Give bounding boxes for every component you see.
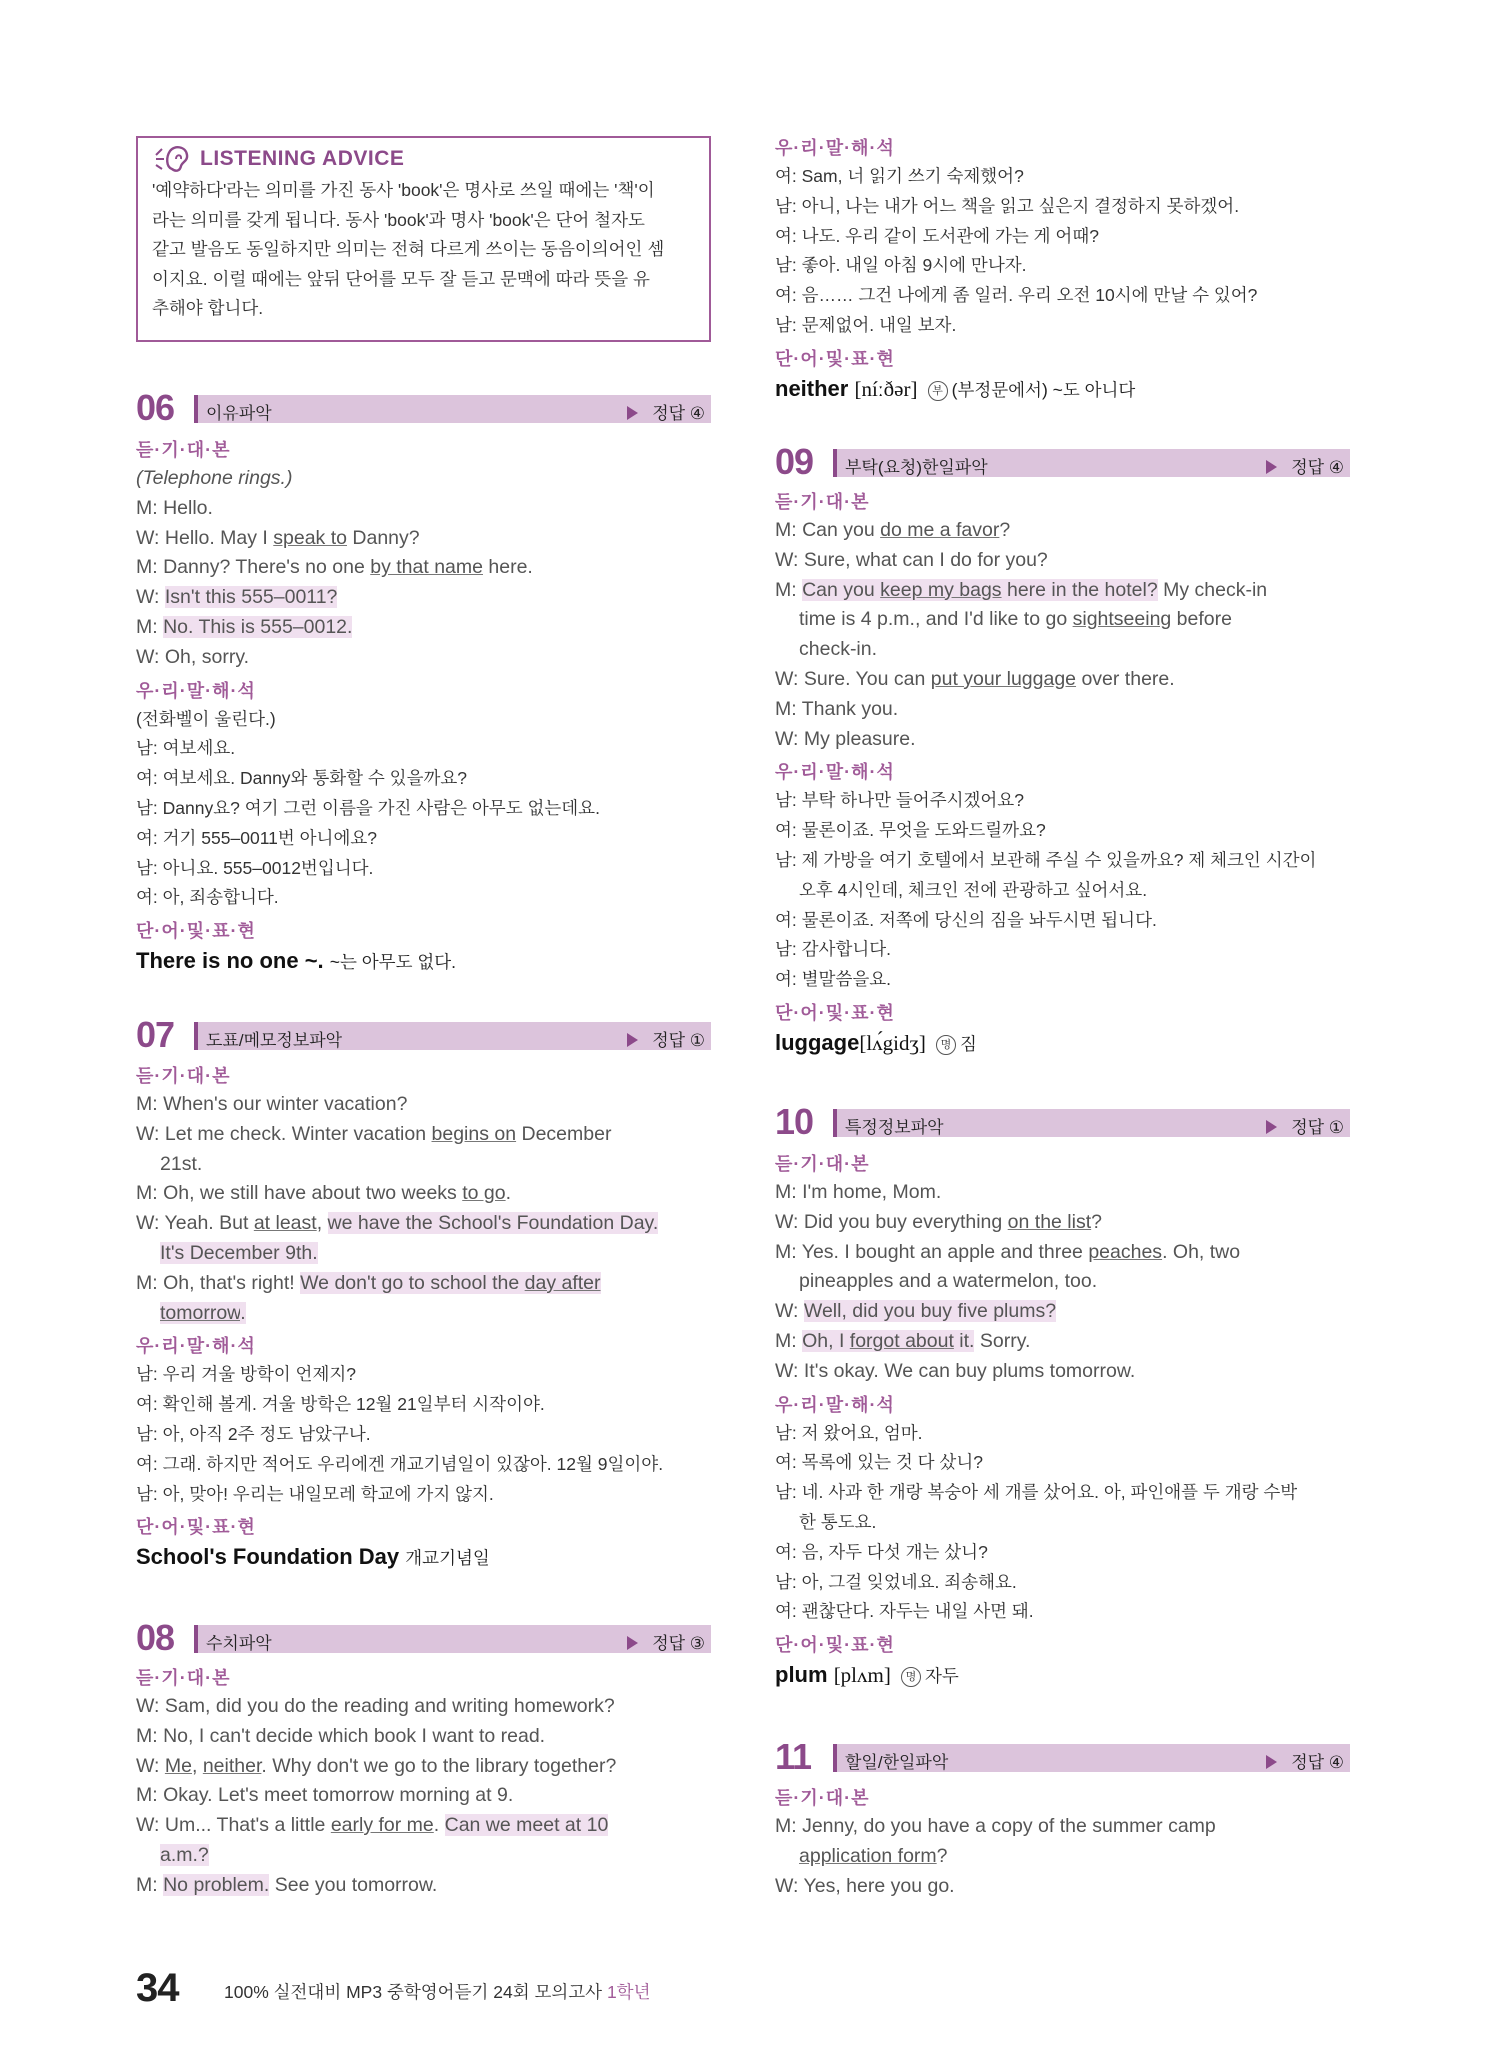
section-bar <box>833 1109 1350 1137</box>
section-header-11 <box>775 1737 1350 1777</box>
highlighted-text: here in the hotel? <box>1001 578 1158 601</box>
script-lines <box>775 1178 1350 1387</box>
vocab-word: plum <box>775 1662 828 1688</box>
translation-line: 여: 여보세요. Danny와 통화할 수 있을까요? <box>136 768 468 789</box>
script-line <box>136 1752 711 1782</box>
translation-line: 남: 아니요. 555–0012번입니다. <box>136 857 374 878</box>
play-arrow-icon <box>627 1636 638 1650</box>
text: W: <box>136 586 165 609</box>
vocab-entry <box>136 1541 711 1574</box>
script-line <box>136 1269 711 1299</box>
text: W: Did you buy everything <box>775 1210 1008 1233</box>
text: M: <box>775 1329 803 1352</box>
vocab-meaning: 짐 <box>959 1033 977 1054</box>
section-answer <box>627 1026 705 1051</box>
grade-label: 1학년 <box>606 1982 651 2002</box>
script-line <box>136 524 711 554</box>
ear-icon <box>152 143 196 175</box>
translation-line: 남: 아, 맞아! 우리는 내일모레 학교에 가지 않지. <box>136 1483 494 1504</box>
answer-text: 정답 ① <box>1291 1118 1344 1137</box>
answer-text: 정답 ③ <box>652 1634 705 1653</box>
script-line: M: When's our winter vacation? <box>136 1093 408 1115</box>
answer-text: 정답 ④ <box>1291 1753 1344 1772</box>
answer-text: 정답 ④ <box>1291 458 1344 477</box>
script-line <box>775 1297 1350 1327</box>
script-line <box>136 1841 711 1871</box>
text: W: <box>136 1754 165 1777</box>
translation-line: 남: 아니, 나는 내가 어느 책을 읽고 싶은지 결정하지 못하겠어. <box>775 195 1240 216</box>
script-line: M: Jenny, do you have a copy of the summer camp <box>775 1815 1216 1837</box>
translation-line: (전화벨이 울린다.) <box>136 708 276 729</box>
translation-line: 여: 거기 555–0011번 아니에요? <box>136 827 377 848</box>
script-line: W: Sure, what can I do for you? <box>775 548 1048 571</box>
section-answer <box>1266 453 1344 478</box>
highlighted-text: No. This is 555–0012. <box>163 615 353 638</box>
vocab-label: 단·어·및·표·현 <box>775 1635 895 1656</box>
script-line <box>136 583 711 613</box>
section-08-continued <box>775 134 1350 406</box>
vocab-label: 단·어·및·표·현 <box>136 1517 256 1538</box>
text: W: <box>775 1300 804 1323</box>
script-line: pineapples and a watermelon, too. <box>799 1270 1098 1293</box>
script-line: W: Yes, here you go. <box>775 1874 955 1897</box>
text: W: Let me check. Winter vacation <box>136 1122 432 1145</box>
section-header-08 <box>136 1618 711 1658</box>
text: M: Can you <box>775 519 881 541</box>
advice-line: 라는 의미를 갖게 됩니다. 동사 'book'과 명사 'book'은 단어 철자도 <box>152 209 645 230</box>
script-lines <box>775 516 1350 754</box>
script-lines <box>775 1812 1350 1901</box>
script-line <box>775 1208 1350 1238</box>
vocab-pronunciation: [plʌm] <box>833 1663 891 1688</box>
translation-line: 남: 저 왔어요, 엄마. <box>775 1422 923 1443</box>
script-line: W: It's okay. We can buy plums tomorrow. <box>775 1359 1136 1382</box>
highlighted-text: tomorrow <box>160 1301 241 1324</box>
play-arrow-icon <box>627 1033 638 1047</box>
script-line: 21st. <box>160 1152 203 1175</box>
translation-line: 남: 좋아. 내일 아침 9시에 만나자. <box>775 255 1027 276</box>
section-bar <box>833 1744 1350 1772</box>
text: Sorry. <box>974 1329 1031 1352</box>
text: W: Sure. You can <box>775 667 931 690</box>
play-arrow-icon <box>1266 1120 1277 1134</box>
underlined-text: speak to <box>273 526 347 549</box>
script-line: W: My pleasure. <box>775 727 916 750</box>
highlighted-text: day after <box>524 1271 601 1294</box>
section-08-body <box>136 1664 711 1901</box>
section-type: 이유파악 <box>206 404 272 423</box>
text: before <box>1171 608 1232 631</box>
translation-lines <box>775 162 1350 341</box>
section-bar <box>833 449 1350 477</box>
section-number: 09 <box>775 441 814 482</box>
translation-line: 남: 아, 아직 2주 정도 남았구나. <box>136 1423 371 1444</box>
section-type: 수치파악 <box>206 1634 272 1653</box>
highlighted-text: a.m.? <box>160 1843 209 1866</box>
underlined-text: sightseeing <box>1072 608 1172 631</box>
section-number: 08 <box>136 1617 175 1658</box>
translation-line: 여: 음, 자두 다섯 개는 샀니? <box>775 1541 988 1562</box>
translation-lines <box>136 1360 711 1509</box>
script-line: M: Thank you. <box>775 697 899 720</box>
translation-label: 우·리·말·해·석 <box>775 762 895 783</box>
text: . Why don't we go to the library together? <box>261 1754 617 1777</box>
script-line: M: Hello. <box>136 496 213 519</box>
advice-body <box>152 176 695 324</box>
text: M: Oh, that's right! <box>136 1271 301 1294</box>
script-line: M: Okay. Let's meet tomorrow morning at 9. <box>136 1784 514 1807</box>
vocab-label: 단·어·및·표·현 <box>775 1002 895 1023</box>
text: ? <box>936 1844 948 1867</box>
translation-lines <box>775 1419 1350 1628</box>
highlighted-text: it. <box>953 1329 975 1352</box>
text: ? <box>999 519 1011 541</box>
script-line: W: Oh, sorry. <box>136 645 250 668</box>
section-header-09 <box>775 442 1350 482</box>
highlighted-text: Can we meet at 10 <box>444 1814 609 1837</box>
section-type: 특정정보파악 <box>845 1118 944 1137</box>
text: M: <box>775 578 803 601</box>
highlighted-text: Oh, I <box>802 1329 850 1352</box>
highlighted-text: keep my bags <box>880 578 1002 601</box>
text: W: Yeah. But <box>136 1212 254 1235</box>
section-answer <box>1266 1748 1344 1773</box>
vocab-entry <box>775 1659 1350 1692</box>
section-answer <box>627 399 705 424</box>
underlined-text: by that name <box>370 556 483 579</box>
translation-line: 남: 우리 겨울 방학이 언제지? <box>136 1364 356 1385</box>
book-title <box>224 1979 651 2004</box>
translation-line: 여: 나도. 우리 같이 도서관에 가는 게 어때? <box>775 225 1099 246</box>
advice-line: '예약하다'라는 의미를 가진 동사 'book'은 명사로 쓰일 때에는 '책'이 <box>152 180 655 200</box>
section-type: 할일/한일파악 <box>845 1753 949 1772</box>
script-line <box>775 1238 1350 1268</box>
play-arrow-icon <box>1266 460 1277 474</box>
translation-line: 남: 부탁 하나만 들어주시겠어요? <box>775 790 1024 811</box>
script-lines <box>136 1090 711 1328</box>
highlighted-text: . <box>240 1301 246 1324</box>
answer-text: 정답 ① <box>652 1031 705 1050</box>
underlined-text: peaches <box>1088 1240 1163 1263</box>
section-06-body <box>136 436 711 978</box>
section-number: 11 <box>775 1736 812 1777</box>
script-label: 듣·기·대·본 <box>775 1154 870 1174</box>
translation-line: 남: 네. 사과 한 개랑 복숭아 세 개를 샀어요. 아, 파인애플 두 개랑 수박 <box>775 1482 1298 1503</box>
part-of-speech-badge: 명 <box>901 1667 921 1687</box>
text: M: Danny? There's no one <box>136 556 371 579</box>
script-line: check-in. <box>799 638 878 661</box>
vocab-word: School's Foundation Day <box>136 1544 400 1570</box>
text: W: Um... That's a little <box>136 1814 331 1837</box>
advice-header <box>152 144 695 174</box>
script-line <box>136 1179 711 1209</box>
script-label: 듣·기·대·본 <box>136 1668 231 1688</box>
section-bar <box>194 1625 711 1653</box>
script-line <box>136 613 711 643</box>
vocab-word: neither <box>775 375 849 401</box>
section-number: 06 <box>136 387 175 428</box>
highlighted-text: Can you <box>802 578 881 601</box>
text: M: Oh, we still have about two weeks <box>136 1182 463 1205</box>
highlighted-text: Well, did you buy five plums? <box>803 1300 1057 1323</box>
text: M: <box>136 1873 164 1896</box>
script-lines <box>136 1692 711 1901</box>
text: time is 4 p.m., and I'd like to go <box>799 608 1073 631</box>
underlined-text: at least <box>253 1212 317 1235</box>
script-lines <box>136 464 711 673</box>
vocab-pronunciation: [lʌ́gidʒ] <box>859 1030 926 1055</box>
translation-line: 여: Sam, 너 읽기 쓰기 숙제했어? <box>775 166 1024 186</box>
advice-line: 이지요. 이럴 때에는 앞뒤 단어를 모두 잘 듣고 문맥에 따라 뜻을 유 <box>152 268 650 289</box>
highlighted-text: No problem. <box>163 1873 270 1896</box>
advice-line: 같고 발음도 동일하지만 의미는 전혀 다르게 쓰이는 동음이의어인 셈 <box>152 239 665 259</box>
section-bar <box>194 395 711 423</box>
script-line <box>136 1871 711 1901</box>
translation-line: 남: 여보세요. <box>136 738 236 759</box>
underlined-text: neither <box>202 1754 262 1777</box>
section-10-body <box>775 1150 1350 1692</box>
translation-line: 남: 감사합니다. <box>775 939 892 960</box>
vocab-word: luggage <box>775 1029 860 1055</box>
vocab-entry <box>136 945 711 978</box>
text: . <box>505 1182 512 1205</box>
highlighted-text: We don't go to school the <box>300 1271 525 1294</box>
underlined-text: on the list <box>1007 1210 1092 1233</box>
script-line: M: I'm home, Mom. <box>775 1181 942 1203</box>
script-line <box>775 665 1350 695</box>
translation-line: 여: 별말씀을요. <box>775 969 892 990</box>
section-type: 도표/메모정보파악 <box>206 1031 343 1050</box>
text: M: Yes. I bought an apple and three <box>775 1240 1089 1263</box>
section-07-body <box>136 1062 711 1574</box>
text: W: Hello. May I <box>136 526 274 549</box>
section-09-body <box>775 488 1350 1060</box>
advice-line: 추해야 합니다. <box>152 298 264 318</box>
script-line: M: No, I can't decide which book I want to read. <box>136 1724 546 1747</box>
underlined-text: do me a favor <box>880 519 1000 541</box>
highlighted-text: forgot about <box>849 1329 954 1352</box>
section-type: 부탁(요청)한일파악 <box>845 458 988 477</box>
translation-lines <box>136 705 711 914</box>
text: Danny? <box>346 526 420 549</box>
part-of-speech-badge: 부 <box>928 381 948 401</box>
translation-line: 오후 4시인데, 체크인 전에 관광하고 싶어서요. <box>799 879 1148 900</box>
vocab-entry <box>775 373 1350 406</box>
script-line <box>136 1239 711 1269</box>
script-line: W: Sam, did you do the reading and writing homework? <box>136 1695 615 1717</box>
underlined-text: put your luggage <box>930 667 1077 690</box>
vocab-meaning: (부정문에서) ~도 아니다 <box>951 379 1136 400</box>
translation-line: 여: 확인해 볼게. 겨울 방학은 12월 21일부터 시작이야. <box>136 1394 545 1415</box>
highlighted-text: Isn't this 555–0011? <box>164 586 338 609</box>
underlined-text: Me <box>164 1754 192 1777</box>
translation-label: 우·리·말·해·석 <box>775 138 895 158</box>
play-arrow-icon <box>627 406 638 420</box>
script-line <box>136 1120 711 1150</box>
vocab-pronunciation: [níːðər] <box>854 376 918 401</box>
translation-label: 우·리·말·해·석 <box>775 1394 895 1415</box>
translation-line: 남: 아, 그걸 잊었네요. 죄송해요. <box>775 1571 1017 1592</box>
text: , <box>191 1754 203 1777</box>
underlined-text: begins on <box>431 1122 517 1145</box>
text: , <box>316 1212 328 1235</box>
text: . Oh, two <box>1162 1240 1241 1263</box>
script-line <box>775 1327 1350 1357</box>
script-line <box>136 1811 711 1841</box>
highlighted-text: we have the School's Foundation Day. <box>327 1212 659 1235</box>
section-bar <box>194 1022 711 1050</box>
script-line <box>775 576 1350 606</box>
underlined-text: application form <box>799 1844 937 1867</box>
script-line <box>775 1842 1350 1872</box>
vocab-word: There is no one ~. <box>136 948 324 974</box>
translation-line: 남: 문제없어. 내일 보자. <box>775 314 957 335</box>
play-arrow-icon <box>1266 1755 1277 1769</box>
text: My check-in <box>1157 578 1268 601</box>
vocab-label: 단·어·및·표·현 <box>136 921 256 942</box>
section-11-body <box>775 1784 1350 1901</box>
book-title-text: 100% 실전대비 MP3 중학영어듣기 24회 모의고사 <box>224 1982 607 2002</box>
script-line <box>136 1299 711 1329</box>
translation-line: 여: 괜찮단다. 자두는 내일 사면 돼. <box>775 1601 1034 1622</box>
text: ? <box>1091 1210 1102 1233</box>
section-answer <box>627 1629 705 1654</box>
script-label: 듣·기·대·본 <box>775 492 870 512</box>
highlighted-text: It's December 9th. <box>160 1241 318 1264</box>
text: See you tomorrow. <box>269 1873 438 1896</box>
translation-line: 남: Danny요? 여기 그런 이름을 가진 사람은 아무도 없는데요. <box>136 797 600 818</box>
script-label: 듣·기·대·본 <box>136 440 231 460</box>
translation-label: 우·리·말·해·석 <box>136 680 256 701</box>
translation-line: 한 통도요. <box>799 1511 877 1532</box>
underlined-text: early for me <box>330 1814 434 1837</box>
translation-lines <box>775 786 1350 995</box>
script-line <box>136 553 711 583</box>
translation-label: 우·리·말·해·석 <box>136 1336 256 1357</box>
vocab-meaning: 자두 <box>924 1666 959 1687</box>
text: . <box>433 1814 445 1837</box>
translation-line: 여: 아, 죄송합니다. <box>136 887 279 908</box>
text: over there. <box>1076 667 1175 690</box>
script-line <box>136 1209 711 1239</box>
section-number: 10 <box>775 1101 814 1142</box>
page-number: 34 <box>136 1966 179 2010</box>
vocab-meaning: 개교기념일 <box>405 1548 490 1569</box>
section-header-06 <box>136 388 711 428</box>
vocab-meaning: ~는 아무도 없다. <box>329 952 457 973</box>
translation-line: 여: 목록에 있는 것 다 샀니? <box>775 1452 983 1473</box>
translation-line: 여: 물론이죠. 저쪽에 당신의 짐을 놔두시면 됩니다. <box>775 909 1157 930</box>
vocab-label: 단·어·및·표·현 <box>775 348 895 369</box>
listening-advice-box <box>136 136 711 342</box>
translation-line: 여: 물론이죠. 무엇을 도와드릴까요? <box>775 820 1046 841</box>
part-of-speech-badge: 명 <box>936 1035 956 1055</box>
script-line <box>775 605 1350 635</box>
translation-line: 여: 그래. 하지만 적어도 우리에겐 개교기념일이 있잖아. 12월 9일이야. <box>136 1453 664 1474</box>
translation-line: 여: 음…… 그건 나에게 좀 일러. 우리 오전 10시에 만날 수 있어? <box>775 285 1258 306</box>
section-header-10 <box>775 1102 1350 1142</box>
section-number: 07 <box>136 1014 175 1055</box>
answer-text: 정답 ④ <box>652 404 705 423</box>
section-header-07 <box>136 1015 711 1055</box>
advice-title: LISTENING ADVICE <box>200 147 405 170</box>
script-line: (Telephone rings.) <box>136 467 293 489</box>
underlined-text: to go <box>462 1182 506 1205</box>
text: M: <box>136 615 164 638</box>
script-label: 듣·기·대·본 <box>136 1066 231 1086</box>
script-label: 듣·기·대·본 <box>775 1788 870 1808</box>
text: December <box>516 1122 612 1145</box>
vocab-entry <box>775 1027 1350 1060</box>
section-answer <box>1266 1113 1344 1138</box>
script-line <box>775 516 1350 546</box>
text: here. <box>482 556 533 579</box>
translation-line: 남: 제 가방을 여기 호텔에서 보관해 주실 수 있을까요? 제 체크인 시간이 <box>775 849 1317 870</box>
